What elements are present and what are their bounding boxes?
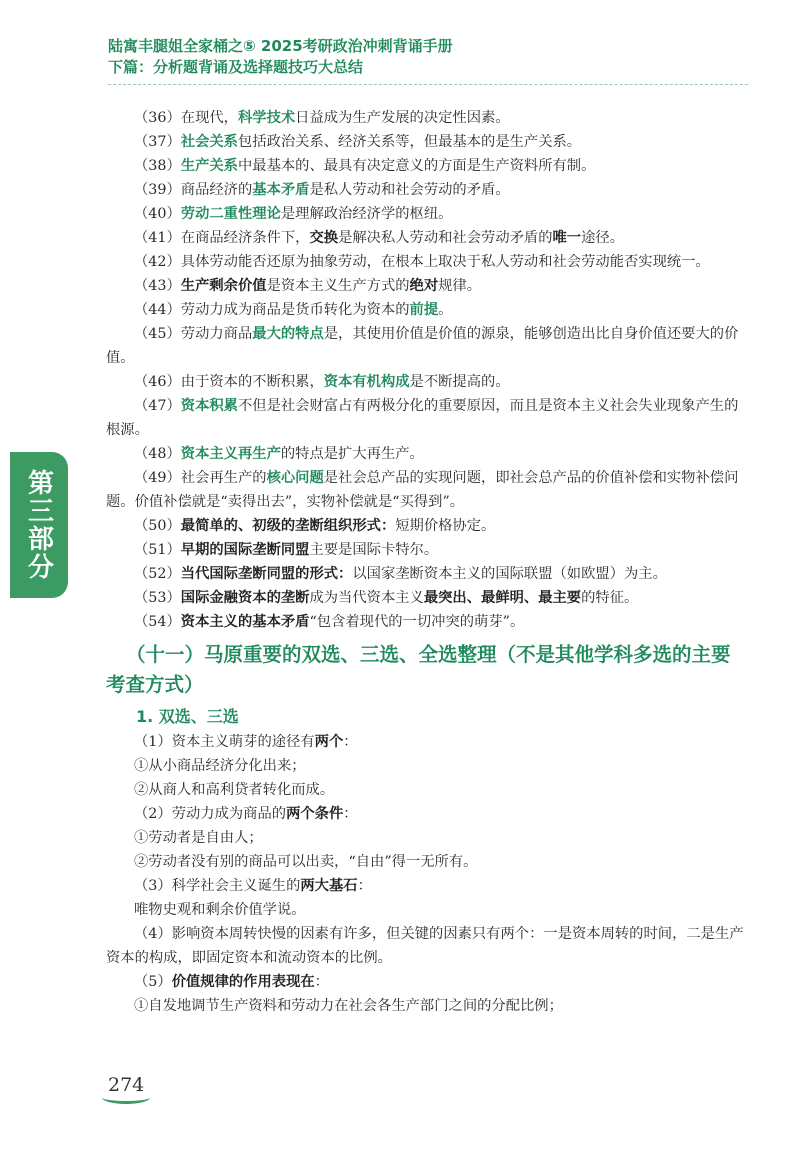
highlight-term: 当代国际垄断同盟的形式： <box>180 566 353 582</box>
item-text: 劳动力成为商品是货币转化为资本的 <box>180 302 410 318</box>
item-number: （51） <box>134 542 181 558</box>
item-number: （39） <box>134 182 181 198</box>
highlight-term: 早期的国际垄断同盟 <box>180 542 310 558</box>
line-text: （4）影响资本周转快慢的因素有许多，但关键的因素只有两个：一是资本周转的时间，二是生产资本的构成，即固定资本和流动资本的比例。 <box>106 926 744 966</box>
list-item <box>106 298 746 322</box>
list-line <box>106 970 746 994</box>
item-text: 是，其使用价值是价值的源泉，能够创造出比自身价值还要大的价值。 <box>106 326 739 366</box>
item-number: （40） <box>134 206 181 222</box>
emphasis-term: 两个 <box>314 734 344 750</box>
selection-list <box>106 730 746 1018</box>
highlight-term: 社会关系 <box>180 134 238 150</box>
item-text: 是资本主义生产方式的 <box>266 278 410 294</box>
header-divider <box>108 84 748 85</box>
item-number: （47） <box>134 398 181 414</box>
list-item <box>106 274 746 298</box>
header-title: 陆寓丰腿姐全家桶之⑤ 2025考研政治冲刺背诵手册 <box>108 37 453 55</box>
item-text: 短期价格协定。 <box>395 518 496 534</box>
item-number: （49） <box>134 470 181 486</box>
line-text: ： <box>343 734 358 750</box>
item-number: （44） <box>134 302 181 318</box>
line-text: ①从小商品经济分化出来； <box>134 758 306 774</box>
highlight-term: 最大的特点 <box>252 326 324 342</box>
list-item <box>106 394 746 442</box>
header-subtitle: 下篇：分析题背诵及选择题技巧大总结 <box>108 58 364 76</box>
item-number: （46） <box>134 374 181 390</box>
highlight-term: 最简单的、初级的垄断组织形式： <box>180 518 396 534</box>
item-text: 日益成为生产发展的决定性因素。 <box>295 110 510 126</box>
item-text: 。 <box>438 302 453 318</box>
item-text: 的特点是扩大再生产。 <box>280 446 424 462</box>
emphasis-term: 两大基石 <box>300 878 358 894</box>
item-text: 社会再生产的 <box>180 470 267 486</box>
line-text: ： <box>343 806 358 822</box>
item-text: 由于资本的不断积累， <box>180 374 324 390</box>
line-text: ： <box>314 974 329 990</box>
list-line <box>106 826 746 850</box>
highlight-term: 唯一 <box>552 230 582 246</box>
list-item <box>106 586 746 610</box>
item-number: （37） <box>134 134 181 150</box>
list-item <box>106 130 746 154</box>
line-text: ： <box>357 878 372 894</box>
highlight-term: 资本积累 <box>180 398 238 414</box>
highlight-term: 交换 <box>309 230 339 246</box>
highlight-term: 生产关系 <box>180 158 238 174</box>
highlight-term: 资本有机构成 <box>323 374 410 390</box>
item-text: 规律。 <box>438 278 482 294</box>
highlight-term: 前提 <box>409 302 439 318</box>
item-number: （53） <box>134 590 181 606</box>
highlight-term: 资本主义再生产 <box>180 446 281 462</box>
line-text: （2）劳动力成为商品的 <box>134 806 287 822</box>
highlight-term: 核心问题 <box>266 470 324 486</box>
item-text: 主要是国际卡特尔。 <box>309 542 439 558</box>
item-number: （43） <box>134 278 181 294</box>
page-number-decoration <box>102 1091 150 1104</box>
line-text: ②从商人和高利贷者转化而成。 <box>134 782 335 798</box>
item-number: （45） <box>134 326 181 342</box>
line-text: （1）资本主义萌芽的途径有 <box>134 734 315 750</box>
highlight-term: 生产剩余价值 <box>180 278 267 294</box>
item-text: 中最基本的、最具有决定意义的方面是生产资料所有制。 <box>237 158 596 174</box>
list-item <box>106 610 746 634</box>
list-item <box>106 226 746 250</box>
item-text: 是不断提高的。 <box>409 374 510 390</box>
emphasis-term: 价值规律的作用表现在 <box>171 974 315 990</box>
item-number: （50） <box>134 518 181 534</box>
item-number: （36） <box>134 110 181 126</box>
item-text: 以国家垄断资本主义的国际联盟（如欧盟）为主。 <box>352 566 667 582</box>
list-line <box>106 730 746 754</box>
line-text: ①自发地调节生产资料和劳动力在社会各生产部门之间的分配比例； <box>134 998 563 1014</box>
page-number: 274 <box>108 1074 145 1096</box>
item-text: 是私人劳动和社会劳动的矛盾。 <box>309 182 510 198</box>
section-title: （十一）马原重要的双选、三选、全选整理（不是其他学科多选的主要考查方式） <box>106 643 731 696</box>
line-text: （3）科学社会主义诞生的 <box>134 878 301 894</box>
item-text: 在商品经济条件下， <box>180 230 310 246</box>
item-text: 成为当代资本主义 <box>309 590 424 606</box>
list-item <box>106 250 746 274</box>
item-text: “包含着现代的一切冲突的萌芽”。 <box>309 614 525 630</box>
list-line <box>106 922 746 970</box>
highlight-term: 基本矛盾 <box>252 182 310 198</box>
list-line <box>106 802 746 826</box>
item-text: 不但是社会财富占有两极分化的重要原因，而且是资本主义社会失业现象产生的根源。 <box>106 398 739 438</box>
item-text: 是解决私人劳动和社会劳动矛盾的 <box>338 230 553 246</box>
highlight-term: 国际金融资本的垄断 <box>180 590 310 606</box>
highlight-term: 科学技术 <box>237 110 296 126</box>
list-item <box>106 178 746 202</box>
side-tab-label: 第三部分 <box>23 469 54 581</box>
item-text: 是社会总产品的实现问题，即社会总产品的价值补偿和实物补偿问题。价值补偿就是“卖得出去”，实物补偿就是“买得到”。 <box>106 470 739 510</box>
numbered-list <box>106 106 746 634</box>
page-header <box>108 36 748 78</box>
list-line <box>106 778 746 802</box>
item-text: 途径。 <box>581 230 624 246</box>
item-text: 商品经济的 <box>180 182 253 198</box>
line-text: ①劳动者是自由人； <box>134 830 263 846</box>
list-line <box>106 994 746 1018</box>
item-number: （41） <box>134 230 181 246</box>
highlight-term: 绝对 <box>409 278 439 294</box>
list-item <box>106 370 746 394</box>
list-item <box>106 514 746 538</box>
subsection-title: 1. 双选、三选 <box>136 707 239 726</box>
line-text: ②劳动者没有别的商品可以出卖，“自由”得一无所有。 <box>134 854 478 870</box>
page-content <box>106 106 746 1018</box>
item-text: 的特征。 <box>581 590 639 606</box>
item-number: （38） <box>134 158 181 174</box>
list-line <box>106 898 746 922</box>
list-item <box>106 154 746 178</box>
item-text: 劳动力商品 <box>180 326 253 342</box>
list-item <box>106 442 746 466</box>
list-item <box>106 106 746 130</box>
highlight-term: 劳动二重性理论 <box>180 206 281 222</box>
section-side-tab <box>10 452 68 598</box>
item-text: 包括政治关系、经济关系等，但最基本的是生产关系。 <box>237 134 582 150</box>
list-item <box>106 466 746 514</box>
list-item <box>106 562 746 586</box>
item-text: 在现代， <box>180 110 238 126</box>
list-line <box>106 754 746 778</box>
item-text: 具体劳动能否还原为抽象劳动，在根本上取决于私人劳动和社会劳动能否实现统一。 <box>180 254 710 270</box>
list-item <box>106 322 746 370</box>
item-number: （52） <box>134 566 181 582</box>
highlight-term: 资本主义的基本矛盾 <box>180 614 310 630</box>
item-number: （42） <box>134 254 181 270</box>
item-number: （48） <box>134 446 181 462</box>
item-number: （54） <box>134 614 181 630</box>
list-line <box>106 850 746 874</box>
list-item <box>106 538 746 562</box>
item-text: 是理解政治经济学的枢纽。 <box>280 206 453 222</box>
line-text: 唯物史观和剩余价值学说。 <box>134 902 306 918</box>
list-item <box>106 202 746 226</box>
line-text: （5） <box>134 974 172 990</box>
emphasis-term: 两个条件 <box>286 806 344 822</box>
list-line <box>106 874 746 898</box>
highlight-term: 最突出、最鲜明、最主要 <box>423 590 582 606</box>
